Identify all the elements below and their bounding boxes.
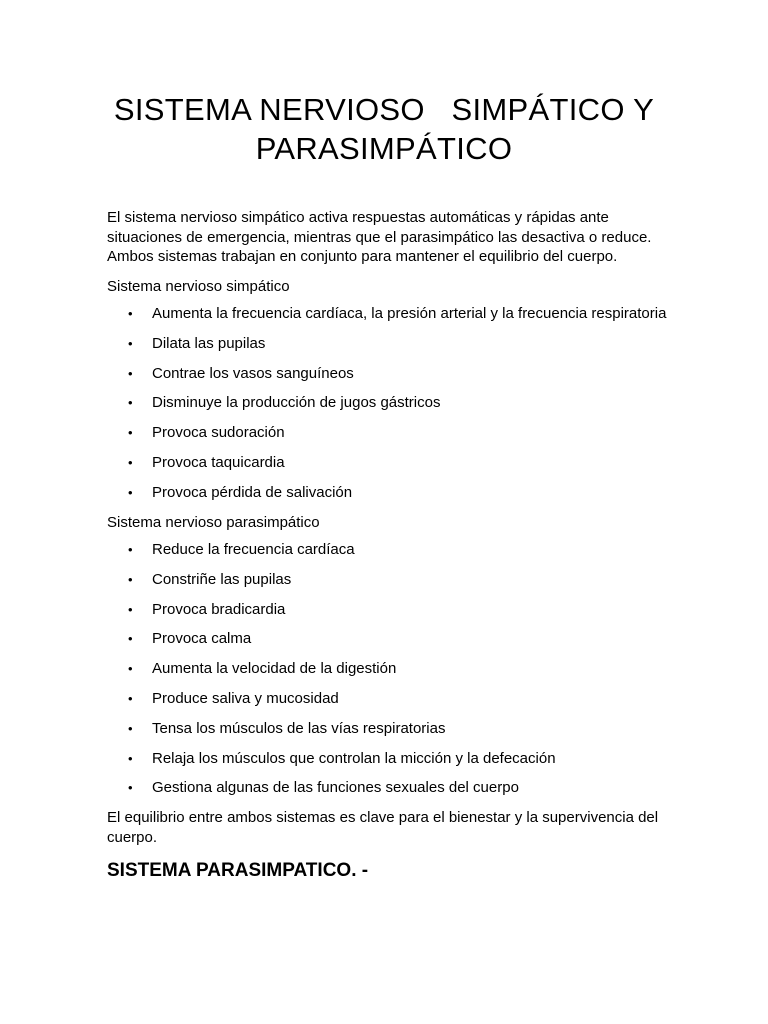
list-item [107, 659, 667, 679]
list-item-text: Provoca sudoración [152, 424, 285, 442]
sympathetic-list [107, 304, 667, 502]
list-item-text: Provoca taquicardia [152, 453, 285, 471]
list-item-text: Dilata las pupilas [152, 334, 266, 352]
bullet-icon: • [128, 454, 133, 470]
document-body [107, 208, 667, 883]
list-item-text: Aumenta la frecuencia cardíaca, la presión arterial y la frecuencia respiratoria [152, 305, 667, 322]
bullet-icon: • [128, 691, 133, 707]
bullet-icon: • [128, 425, 133, 441]
list-item [107, 423, 667, 443]
bullet-icon: • [128, 335, 133, 351]
list-item-text: Tensa los músculos de las vías respiratorias [152, 719, 446, 737]
document-title [100, 90, 668, 168]
list-item [107, 364, 667, 384]
bullet-icon: • [128, 780, 133, 796]
list-item [107, 304, 667, 324]
list-item-text: Aumenta la velocidad de la digestión [152, 660, 397, 678]
bullet-icon: • [128, 601, 133, 617]
list-item-text: Produce saliva y mucosidad [152, 690, 339, 708]
parasympathetic-list [107, 540, 667, 798]
list-item-text: Contrae los vasos sanguíneos [152, 364, 354, 382]
list-item-text: Reduce la frecuencia cardíaca [152, 541, 355, 559]
intro-paragraph: El sistema nervioso simpático activa respuestas automáticas y rápidas ante situaciones de emergencia, mientras que el parasimpático las desactiva o reduce. Ambos sistemas trabajan en conjunto para mantener el equilibrio del cuerpo. [107, 209, 652, 265]
list-item-text: Disminuye la producción de jugos gástricos [152, 394, 441, 412]
list-item [107, 393, 667, 413]
list-item [107, 483, 667, 503]
closing-paragraph: El equilibrio entre ambos sistemas es clave para el bienestar y la supervivencia del cuerpo. [107, 809, 659, 846]
list-item-text: Provoca pérdida de salivación [152, 483, 353, 501]
list-item-text: Gestiona algunas de las funciones sexuales del cuerpo [152, 779, 519, 797]
list-item [107, 453, 667, 473]
bullet-icon: • [128, 395, 133, 411]
list-item-text: Provoca bradicardia [152, 600, 286, 618]
list-item [107, 600, 667, 620]
list-item [107, 570, 667, 590]
bullet-icon: • [128, 720, 133, 736]
list-item [107, 629, 667, 649]
list-item [107, 719, 667, 739]
parasympathetic-section-label: Sistema nervioso parasimpático [107, 513, 320, 531]
bullet-icon: • [128, 484, 133, 500]
bullet-icon: • [128, 750, 133, 766]
list-item [107, 749, 667, 769]
bullet-icon: • [128, 365, 133, 381]
list-item-text: Relaja los músculos que controlan la micción y la defecación [152, 749, 556, 767]
bullet-icon: • [128, 661, 133, 677]
list-item [107, 540, 667, 560]
bullet-icon: • [128, 571, 133, 587]
list-item-text: Provoca calma [152, 630, 252, 648]
bullet-icon: • [128, 306, 133, 321]
bullet-icon: • [128, 542, 133, 558]
section-subheading: SISTEMA PARASIMPATICO. - [107, 860, 369, 882]
list-item [107, 778, 667, 798]
list-item [107, 689, 667, 709]
document-title-line-1: SISTEMA NERVIOSO SIMPÁTICO Y [113, 92, 655, 127]
list-item [107, 334, 667, 354]
list-item-text: Constriñe las pupilas [152, 570, 292, 588]
sympathetic-section-label: Sistema nervioso simpático [107, 277, 290, 295]
document-title-line-2: PARASIMPÁTICO [255, 131, 513, 166]
bullet-icon: • [128, 631, 133, 647]
